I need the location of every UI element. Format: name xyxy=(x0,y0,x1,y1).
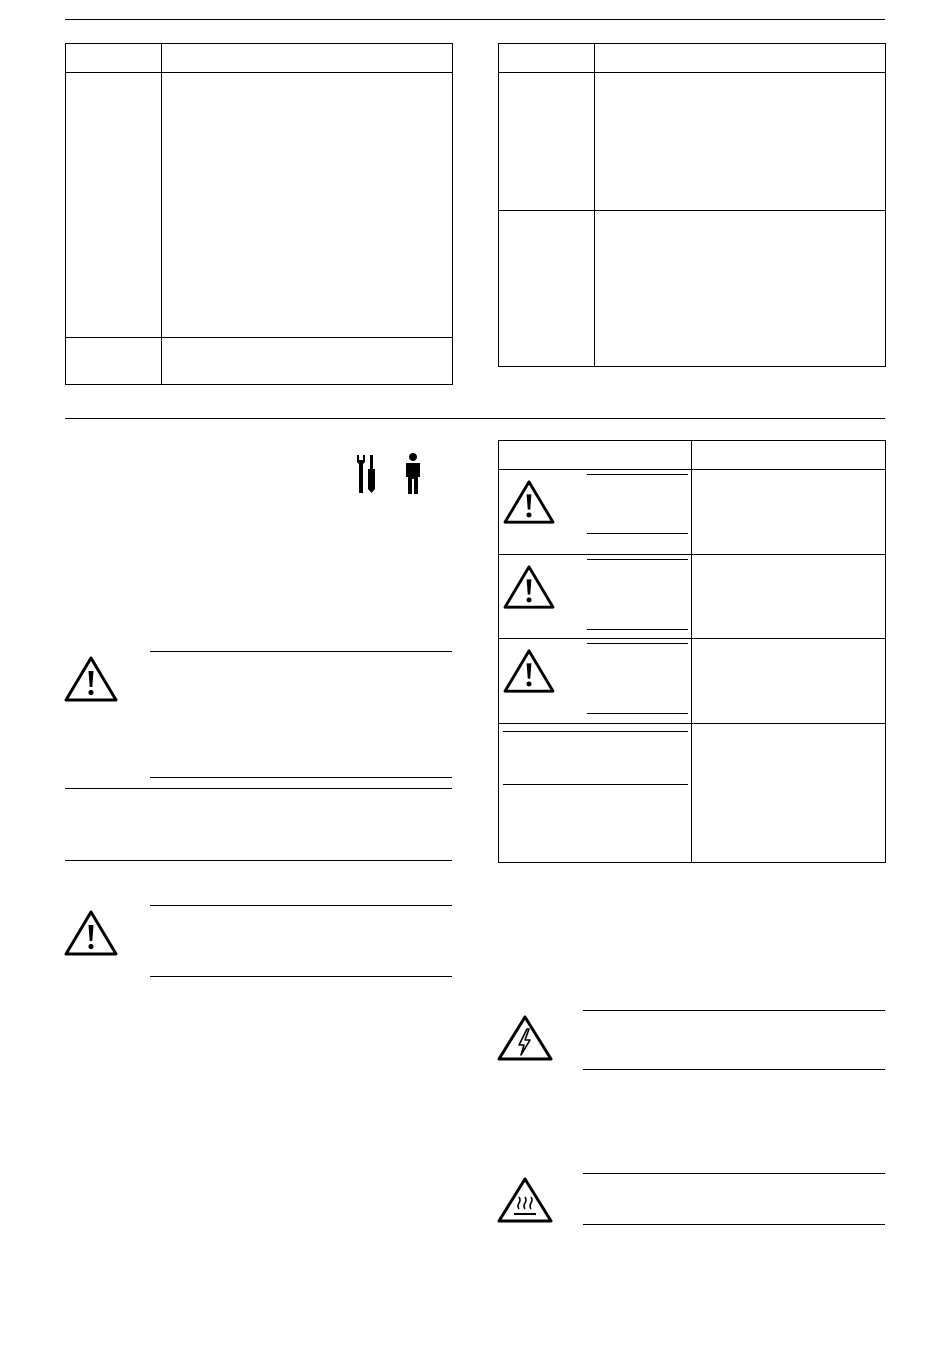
table-cell xyxy=(162,338,453,385)
top-right-table xyxy=(498,43,886,367)
table-cell xyxy=(499,639,692,724)
table-row xyxy=(499,555,886,639)
table-cell xyxy=(499,555,692,639)
warning-rule-top xyxy=(583,1173,885,1174)
table-cell xyxy=(692,555,886,639)
warning-rule-bottom xyxy=(150,976,452,977)
table-cell xyxy=(499,44,595,73)
warning-rule-bottom xyxy=(583,1224,885,1225)
label-rule-bottom xyxy=(587,629,688,630)
label-rule-top xyxy=(587,559,688,560)
table-row xyxy=(66,44,453,73)
table-cell xyxy=(66,73,162,338)
table-row xyxy=(499,639,886,724)
warning-rule-bottom xyxy=(150,777,452,778)
table-cell xyxy=(499,724,692,863)
table-cell xyxy=(692,470,886,555)
table-cell xyxy=(692,639,886,724)
warning-rule-top xyxy=(150,905,452,906)
table-cell xyxy=(162,44,453,73)
table-cell xyxy=(692,724,886,863)
note-rule-bottom xyxy=(65,860,452,861)
top-left-table xyxy=(65,43,453,385)
table-header-cell xyxy=(692,441,886,470)
table-row xyxy=(66,338,453,385)
table-header-row xyxy=(499,441,886,470)
table-row xyxy=(499,73,886,211)
table-row xyxy=(499,44,886,73)
table-row xyxy=(499,724,886,863)
table-cell xyxy=(66,44,162,73)
warning-triangle-icon xyxy=(503,479,555,525)
label-rule-top xyxy=(587,643,688,644)
warning-rule-top xyxy=(150,651,452,652)
warning-triangle-icon xyxy=(503,648,555,694)
warning-triangle-icon xyxy=(503,564,555,610)
table-row xyxy=(499,211,886,367)
label-rule-top xyxy=(503,731,688,732)
table-cell xyxy=(595,44,886,73)
table-cell xyxy=(66,338,162,385)
label-rule-bottom xyxy=(503,784,688,785)
table-cell xyxy=(499,211,595,367)
table-cell xyxy=(499,470,692,555)
table-cell xyxy=(162,73,453,338)
warning-symbols-table xyxy=(498,440,886,863)
wrench-screwdriver-icon xyxy=(354,455,380,495)
table-cell xyxy=(595,73,886,211)
warning-rule-top xyxy=(583,1010,885,1011)
hot-surface-icon xyxy=(497,1176,553,1224)
table-row xyxy=(499,470,886,555)
warning-rule-bottom xyxy=(583,1069,885,1070)
section-rule xyxy=(65,418,885,419)
table-cell xyxy=(499,73,595,211)
electric-shock-icon xyxy=(497,1014,553,1062)
person-icon xyxy=(403,453,423,495)
label-rule-bottom xyxy=(587,713,688,714)
table-row xyxy=(66,73,453,338)
table-cell xyxy=(595,211,886,367)
header-rule xyxy=(65,19,885,20)
warning-triangle-icon xyxy=(64,909,118,957)
label-rule-top xyxy=(587,474,688,475)
note-rule-top xyxy=(65,788,452,789)
table-header-cell xyxy=(499,441,692,470)
warning-triangle-icon xyxy=(64,655,118,703)
label-rule-bottom xyxy=(587,533,688,534)
